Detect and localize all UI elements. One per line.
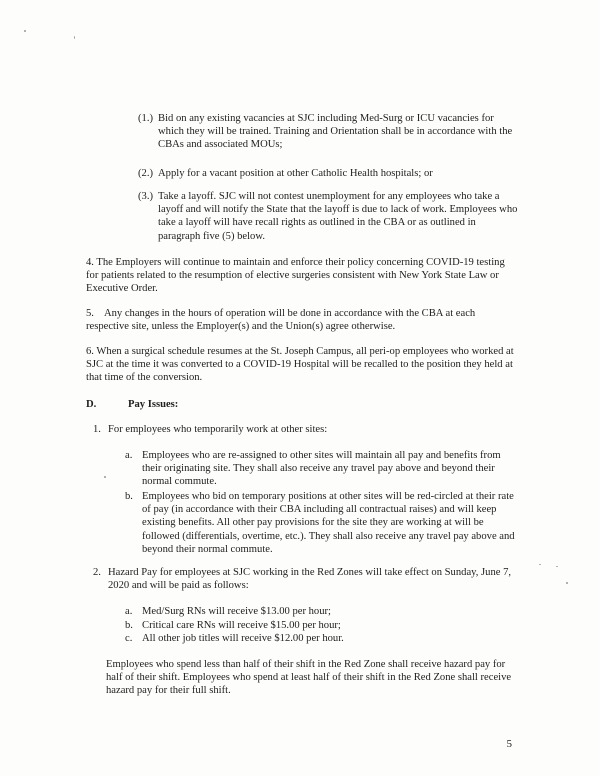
scan-speck: [556, 566, 558, 567]
item-3: [138, 190, 520, 243]
scan-speck: [74, 36, 75, 39]
d2-note-text: Employees who spend less than half of their shift in the Red Zone shall receive hazard pay for half of their shift. Employees who spend at least half of their shift in the Red Zone shall receive hazard pay for their full shift.: [106, 659, 512, 697]
d2-a-number: a.: [125, 606, 133, 617]
item-1: [138, 112, 520, 152]
section-d-letter: D.: [86, 399, 97, 410]
d2-number: 2.: [93, 567, 101, 578]
paragraph-5: [86, 307, 518, 333]
d2-b-item: [125, 619, 515, 632]
d2-c-number: c.: [125, 633, 133, 644]
item-2: [138, 167, 520, 180]
d1-a-text: Employees who are re-assigned to other sites will maintain all pay and benefits from their originating site. They shall also receive any travel pay above and beyond their normal commute.: [142, 450, 501, 488]
item-2-text: Apply for a vacant position at other Catholic Health hospitals; or: [158, 168, 433, 179]
d2-a-text: Med/Surg RNs will receive $13.00 per hour;: [142, 606, 331, 617]
section-d-heading: [86, 398, 386, 411]
paragraph-6: [86, 345, 518, 385]
page-number: 5: [506, 738, 512, 750]
item-3-text: Take a layoff. SJC will not contest unemployment for any employees who take a layoff and will notify the State that the layoff is due to lack of work. Employees who take a layoff will have recall rights as outlined in the CBA or as outlined in paragraph five (5) below.: [158, 191, 518, 242]
item-1-text: Bid on any existing vacancies at SJC including Med-Surg or ICU vacancies for which they will be trained. Training and Orientation shall be in accordance with the CBAs and associated MOUs;: [158, 113, 513, 151]
scan-speck: [104, 476, 106, 478]
d1-b-number: b.: [125, 491, 133, 502]
d1-number: 1.: [93, 424, 101, 435]
section-d-title: Pay Issues:: [128, 399, 179, 410]
d2-c-item: [125, 632, 515, 645]
item-1-number: (1.): [138, 113, 154, 124]
d2-c-text: All other job titles will receive $12.00 per hour.: [142, 633, 344, 644]
scan-speck: [24, 30, 26, 32]
d1-item: [93, 423, 513, 436]
item-2-number: (2.): [138, 168, 154, 179]
d2-b-text: Critical care RNs will receive $15.00 per hour;: [142, 620, 341, 631]
paragraph-4-text: 4. The Employers will continue to maintain and enforce their policy concerning COVID-19 testing for patients related to the resumption of elective surgeries consistent with New York State Law or Executive Order.: [86, 257, 505, 295]
d1-b-item: [125, 490, 515, 556]
d2-item: [93, 566, 513, 592]
item-3-number: (3.): [138, 191, 154, 202]
d1-a-item: [125, 449, 515, 489]
paragraph-6-text: 6. When a surgical schedule resumes at the St. Joseph Campus, all peri-op employees who worked at SJC at the time it was converted to a COVID-19 Hospital will be recalled to the position they held at that time of the conversion.: [86, 346, 514, 384]
d1-b-text: Employees who bid on temporary positions at other sites will be red-circled at their rate of pay (in accordance with their CBA including all contractual raises) and will keep existing benefits. All other pay provisions for the site they are working at will be followed (differentials, overtime, etc.). They shall also receive any travel pay above and beyond their normal commute.: [142, 491, 515, 555]
d2-text: Hazard Pay for employees at SJC working in the Red Zones will take effect on Sunday, June 7, 2020 and will be paid as follows:: [108, 567, 512, 592]
d2-a-item: [125, 605, 515, 618]
d1-text: For employees who temporarily work at other sites:: [108, 424, 328, 435]
d1-a-number: a.: [125, 450, 133, 461]
scan-speck: [566, 582, 568, 584]
d2-note: [106, 658, 518, 698]
paragraph-4: [86, 256, 518, 296]
scan-speck: [539, 564, 541, 565]
d2-b-number: b.: [125, 620, 133, 631]
paragraph-5-text: 5. Any changes in the hours of operation will be done in accordance with the CBA at each respective site, unless the Employer(s) and the Union(s) agree otherwise.: [86, 308, 478, 333]
